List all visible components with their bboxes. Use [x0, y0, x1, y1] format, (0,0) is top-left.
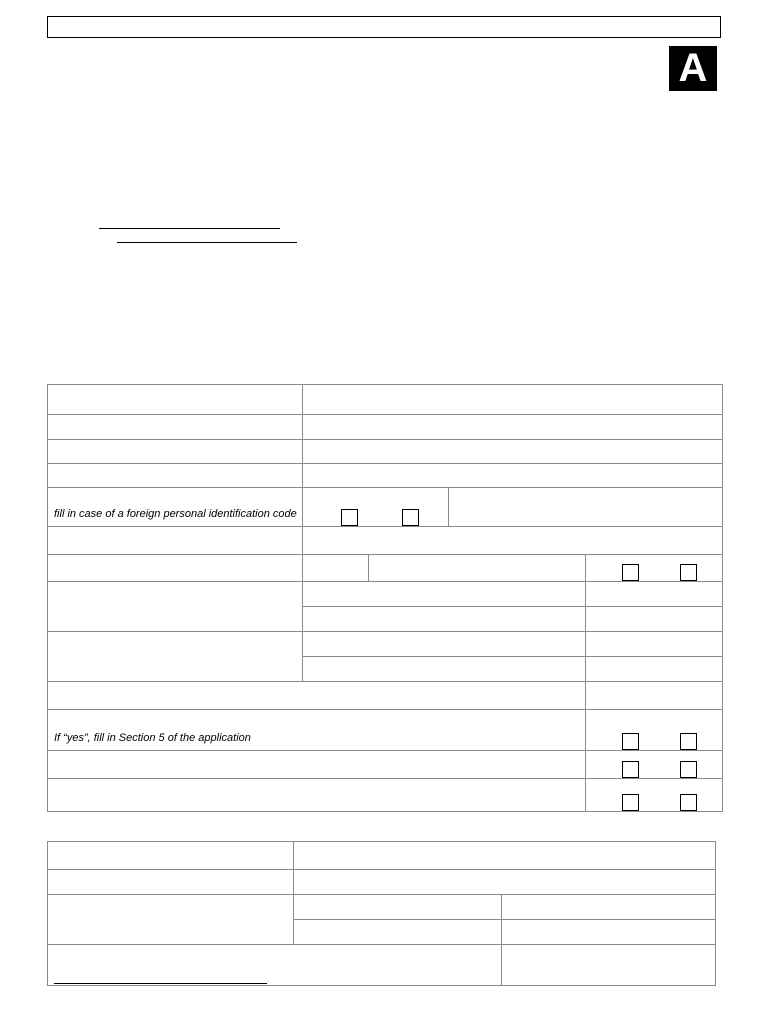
foreign-code-label: [48, 488, 303, 527]
t2-signature-input[interactable]: [502, 945, 716, 986]
field-input-9d[interactable]: [586, 657, 723, 682]
yes-note: If “yes”, fill in Section 5 of the application: [54, 732, 251, 744]
field-label-9: [48, 632, 303, 682]
field-input-9b[interactable]: [586, 632, 723, 657]
field-input-10[interactable]: [586, 682, 723, 710]
field-label-10: [48, 682, 586, 710]
underline-1: [99, 228, 280, 229]
t2-signature-label: [48, 945, 502, 986]
field-input-2[interactable]: [303, 415, 723, 440]
field-input-8b[interactable]: [586, 582, 723, 607]
field-input-9a[interactable]: [303, 632, 586, 657]
field-label-6: [48, 527, 303, 555]
field-input-6[interactable]: [303, 527, 723, 555]
field-input-1[interactable]: [303, 385, 723, 415]
field-input-4[interactable]: [303, 464, 723, 488]
checkbox-no-11[interactable]: [680, 733, 697, 750]
field-input-7a[interactable]: [303, 555, 369, 582]
foreign-code-note: fill in case of a foreign personal identification code: [54, 508, 297, 520]
secondary-table: [47, 841, 716, 986]
checkbox-foreign-code-a[interactable]: [341, 509, 358, 526]
field-input-7b[interactable]: [369, 555, 586, 582]
t2-label-2: [48, 870, 294, 895]
question-label-12: [48, 751, 586, 779]
yes-no-7: [586, 555, 723, 582]
foreign-code-choice: [303, 488, 449, 527]
checkbox-foreign-code-b[interactable]: [402, 509, 419, 526]
yes-no-12: [586, 751, 723, 779]
yes-no-13: [586, 779, 723, 812]
t2-input-3c[interactable]: [294, 920, 502, 945]
foreign-code-input[interactable]: [449, 488, 723, 527]
checkbox-no-7[interactable]: [680, 564, 697, 581]
checkbox-yes-13[interactable]: [622, 794, 639, 811]
field-input-8d[interactable]: [586, 607, 723, 632]
field-label-1: [48, 385, 303, 415]
t2-input-3d[interactable]: [502, 920, 716, 945]
t2-input-3b[interactable]: [502, 895, 716, 920]
field-label-2: [48, 415, 303, 440]
checkbox-no-12[interactable]: [680, 761, 697, 778]
field-input-3[interactable]: [303, 440, 723, 464]
t2-label-1: [48, 842, 294, 870]
signature-underline: [54, 983, 267, 984]
field-label-8: [48, 582, 303, 632]
checkbox-yes-11[interactable]: [622, 733, 639, 750]
field-input-8c[interactable]: [303, 607, 586, 632]
field-input-8a[interactable]: [303, 582, 586, 607]
checkbox-no-13[interactable]: [680, 794, 697, 811]
field-input-9c[interactable]: [303, 657, 586, 682]
field-label-3: [48, 440, 303, 464]
header-box: [47, 16, 721, 38]
t2-input-3a[interactable]: [294, 895, 502, 920]
applicant-table: [47, 384, 723, 812]
yes-no-11: [586, 710, 723, 751]
checkbox-yes-7[interactable]: [622, 564, 639, 581]
question-label-13: [48, 779, 586, 812]
field-label-4: [48, 464, 303, 488]
t2-input-1[interactable]: [294, 842, 716, 870]
checkbox-yes-12[interactable]: [622, 761, 639, 778]
section-badge: A: [669, 46, 717, 91]
underline-2: [117, 242, 297, 243]
yes-question-label: [48, 710, 586, 751]
field-label-7: [48, 555, 303, 582]
t2-label-3: [48, 895, 294, 945]
t2-input-2[interactable]: [294, 870, 716, 895]
